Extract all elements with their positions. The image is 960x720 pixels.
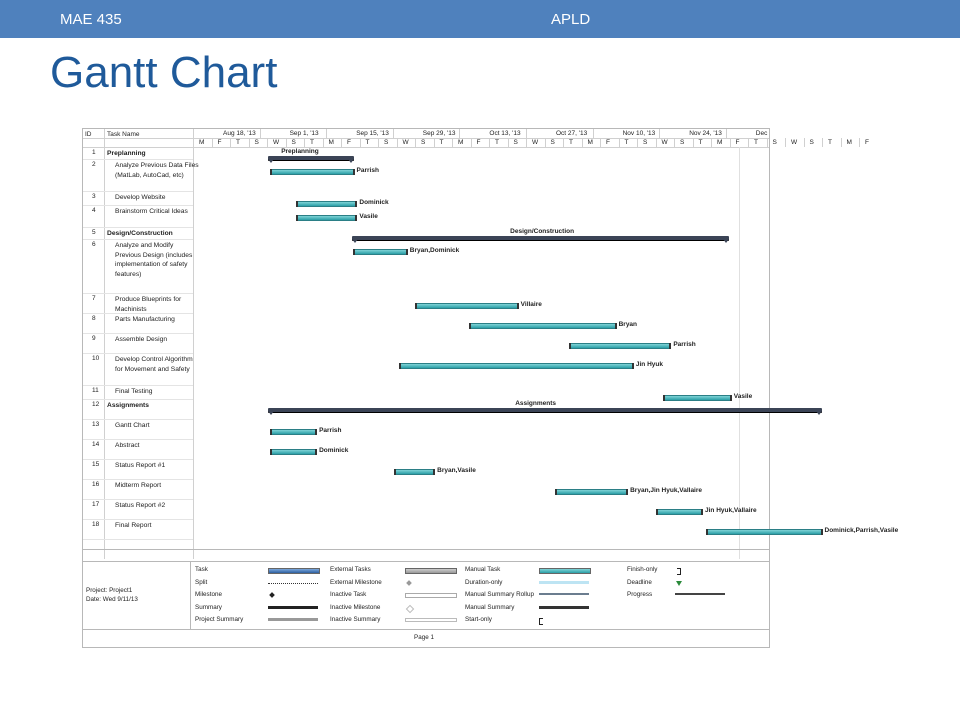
- task-id: 1: [92, 149, 96, 156]
- task-row-divider: [83, 459, 193, 460]
- course-code: MAE 435: [60, 11, 122, 28]
- resource-label: Jin Hyuk: [635, 361, 663, 368]
- task-id: 2: [92, 161, 96, 168]
- legend-symbol-line: [539, 593, 589, 595]
- task-name: Design/Construction: [107, 230, 173, 237]
- date-label: Date: Wed 9/11/13: [86, 596, 138, 603]
- legend-symbol-msum: [539, 606, 589, 609]
- day-divider: [841, 138, 842, 147]
- task-bar: [570, 343, 670, 349]
- legend-item-label: Start-only: [465, 616, 492, 623]
- resource-label: Parrish: [356, 167, 379, 174]
- task-name: Midterm Report: [115, 482, 162, 489]
- resource-label: Dominick: [319, 447, 349, 454]
- week-divider: [260, 129, 261, 138]
- project-label: Project: Project1: [86, 587, 133, 594]
- day-header: T: [495, 139, 499, 146]
- task-bar: [395, 469, 434, 475]
- task-id: 18: [92, 521, 100, 528]
- task-bar: [271, 169, 354, 175]
- task-bar: [297, 215, 357, 221]
- task-name: Status Report #2: [115, 502, 166, 509]
- task-row-divider: [83, 539, 193, 540]
- legend-symbol-arrow: [676, 581, 682, 586]
- day-divider: [582, 138, 583, 147]
- legend-item-label: External Tasks: [330, 566, 371, 573]
- task-id: 15: [92, 461, 100, 468]
- day-header: T: [439, 139, 444, 146]
- task-name: Status Report #1: [115, 462, 166, 469]
- task-bar: [271, 449, 316, 455]
- day-divider: [471, 138, 472, 147]
- legend-symbol-prog: [675, 593, 725, 595]
- resource-label: Bryan,Dominick: [409, 247, 460, 254]
- day-header: T: [236, 139, 240, 146]
- day-header: W: [273, 139, 280, 146]
- task-id: 4: [92, 207, 96, 214]
- task-name: Assemble Design: [115, 336, 168, 343]
- week-divider: [393, 129, 394, 138]
- week-header: Nov 10, '13: [622, 130, 656, 137]
- task-bar: [416, 303, 517, 309]
- legend-frame-line: [83, 561, 769, 562]
- legend-item-label: Manual Summary: [465, 603, 515, 611]
- task-name: Final Report: [115, 522, 152, 529]
- resource-label: Parrish: [673, 341, 696, 348]
- legend-item-label: Project Summary: [195, 616, 244, 623]
- task-name: Abstract: [115, 442, 140, 449]
- resource-label: Vasile: [359, 213, 378, 220]
- task-bar: [271, 429, 316, 435]
- day-header: S: [384, 139, 389, 146]
- day-header: F: [217, 139, 222, 146]
- week-header: Sep 1, '13: [289, 130, 319, 137]
- task-name: Brainstorm Critical Ideas: [115, 208, 188, 215]
- summary-bar-label: Design/Construction: [510, 228, 575, 235]
- task-row-divider: [83, 419, 193, 420]
- task-id: 17: [92, 501, 100, 508]
- day-divider: [212, 138, 213, 147]
- day-divider: [600, 138, 601, 147]
- task-id: 6: [92, 241, 96, 248]
- day-header: F: [606, 139, 610, 146]
- legend-symbol-glow: [539, 581, 589, 584]
- task-bar: [400, 363, 632, 369]
- task-id: 13: [92, 421, 100, 428]
- task-row-divider: [83, 439, 193, 440]
- task-row-divider: [83, 313, 193, 314]
- day-divider: [859, 138, 860, 147]
- day-header: T: [569, 139, 573, 146]
- task-name: Gantt Chart: [115, 422, 150, 429]
- legend-symbol-sum: [268, 606, 318, 609]
- day-divider: [526, 138, 527, 147]
- task-name: Assignments: [107, 402, 149, 409]
- task-row-divider: [83, 227, 193, 228]
- gantt-chart: [82, 128, 899, 648]
- day-divider: [619, 138, 620, 147]
- legend-item-label: Finish-only: [627, 566, 658, 573]
- day-header: M: [199, 139, 205, 146]
- resource-label: Bryan,Jin Hyuk,Vallaire: [630, 487, 703, 494]
- task-id: 9: [92, 335, 96, 342]
- day-divider: [341, 138, 342, 147]
- task-name: Final Testing: [115, 388, 153, 395]
- task-name-column-header: Task Name: [107, 131, 140, 138]
- task-row-divider: [83, 353, 193, 354]
- legend-item-label: Summary: [195, 603, 222, 611]
- legend-item-label: Inactive Milestone: [330, 603, 381, 611]
- week-divider: [593, 129, 594, 138]
- legend-item-label: Manual Summary Rollup: [465, 591, 534, 598]
- task-id: 16: [92, 481, 100, 488]
- day-divider: [286, 138, 287, 147]
- day-header: T: [365, 139, 370, 146]
- day-header: M: [458, 139, 464, 146]
- task-row-divider: [83, 385, 193, 386]
- day-divider: [489, 138, 490, 147]
- slide-title: Gantt Chart: [50, 48, 278, 97]
- task-id: 7: [92, 295, 96, 302]
- day-divider: [545, 138, 546, 147]
- task-id: 12: [92, 401, 100, 408]
- page-number: Page 1: [414, 634, 434, 641]
- legend-symbol-br2: [677, 568, 681, 575]
- task-bar: [664, 395, 731, 401]
- task-row-divider: [83, 293, 193, 294]
- task-name: Analyze Previous Data Files (MatLab, AutoCad, etc): [115, 162, 199, 179]
- week-header: Dec: [755, 130, 768, 137]
- day-header: S: [254, 139, 259, 146]
- task-name: Parts Manufacturing: [115, 316, 175, 323]
- day-divider: [730, 138, 731, 147]
- legend-symbol-linear-gradient(#7fd3d6,#2b9ea6): [539, 568, 591, 574]
- day-divider: [415, 138, 416, 147]
- task-bar: [470, 323, 616, 329]
- day-header: M: [717, 139, 723, 146]
- week-header: Sep 29, '13: [422, 130, 456, 137]
- resource-label: Bryan,Vasile: [437, 467, 476, 474]
- day-divider: [397, 138, 398, 147]
- task-name: Analyze and Modify Previous Design (includes implementation of safety features): [115, 242, 193, 278]
- task-bar: [707, 529, 821, 535]
- task-bar: [297, 201, 357, 207]
- week-header: Oct 13, '13: [489, 130, 521, 137]
- day-header: S: [421, 139, 426, 146]
- day-header: S: [809, 139, 814, 146]
- legend-symbol-isum: [405, 618, 457, 622]
- task-name: Preplanning: [107, 150, 146, 157]
- task-row-divider: [83, 239, 193, 240]
- day-divider: [304, 138, 305, 147]
- legend-item-label: Inactive Task: [330, 591, 367, 598]
- task-bar: [354, 249, 406, 255]
- day-header: M: [587, 139, 593, 146]
- legend-item-label: Duration-only: [465, 578, 503, 586]
- legend-divider: [190, 561, 191, 629]
- day-header: T: [754, 139, 758, 146]
- summary-bar: [268, 156, 354, 160]
- legend-symbol-dot: [268, 583, 318, 584]
- day-divider: [267, 138, 268, 147]
- day-header: S: [513, 139, 518, 146]
- legend-symbol-box: [405, 593, 457, 598]
- resource-label: Dominick: [359, 199, 389, 206]
- task-id: 11: [92, 387, 99, 394]
- day-divider: [748, 138, 749, 147]
- week-divider: [193, 129, 194, 138]
- day-divider: [785, 138, 786, 147]
- day-header: W: [791, 139, 798, 146]
- legend-symbol-psum: [268, 618, 318, 621]
- task-id: 8: [92, 315, 96, 322]
- summary-bar-label: Assignments: [515, 400, 557, 407]
- header-bottom-line: [83, 147, 769, 148]
- resource-label: Parrish: [319, 427, 342, 434]
- legend-symbol-dia-l: [406, 604, 414, 612]
- task-row-divider: [83, 333, 193, 334]
- task-id: 10: [92, 355, 100, 362]
- legend-symbol-dia-g: [406, 580, 412, 586]
- day-divider: [767, 138, 768, 147]
- legend-bottom-line: [83, 629, 769, 630]
- resource-label: Bryan: [618, 321, 638, 328]
- day-header: S: [680, 139, 685, 146]
- id-column-header: ID: [85, 131, 92, 138]
- task-row-divider: [83, 205, 193, 206]
- task-row-divider: [83, 519, 193, 520]
- week-divider: [659, 129, 660, 138]
- task-row-divider: [83, 159, 193, 160]
- summary-bar: [352, 236, 729, 240]
- day-divider: [804, 138, 805, 147]
- legend-symbol-br: [539, 618, 543, 625]
- task-id: 5: [92, 229, 96, 236]
- day-header: W: [402, 139, 409, 146]
- legend-symbol-dia: [269, 592, 275, 598]
- task-name: Develop Control Algorithm for Movement and Safety: [115, 356, 193, 373]
- day-header: M: [846, 139, 852, 146]
- day-divider: [360, 138, 361, 147]
- day-divider: [508, 138, 509, 147]
- day-header: F: [865, 139, 869, 146]
- day-header: S: [772, 139, 777, 146]
- day-header: T: [698, 139, 703, 146]
- task-row-divider: [83, 399, 193, 400]
- day-header: S: [550, 139, 555, 146]
- day-header: W: [661, 139, 668, 146]
- day-divider: [323, 138, 324, 147]
- day-header: T: [624, 139, 629, 146]
- week-header: Oct 27, '13: [556, 130, 588, 137]
- week-divider: [526, 129, 527, 138]
- day-divider: [693, 138, 694, 147]
- week-divider: [459, 129, 460, 138]
- day-header: F: [735, 139, 740, 146]
- task-bar: [556, 489, 627, 495]
- day-header: T: [310, 139, 314, 146]
- legend-item-label: Split: [195, 578, 208, 586]
- day-divider: [452, 138, 453, 147]
- day-header: T: [828, 139, 832, 146]
- day-divider: [822, 138, 823, 147]
- task-row-divider: [83, 191, 193, 192]
- day-header: F: [476, 139, 481, 146]
- legend-item-label: Milestone: [195, 591, 222, 598]
- day-divider: [656, 138, 657, 147]
- task-row-divider: [83, 479, 193, 480]
- legend-item-label: Progress: [627, 591, 653, 598]
- summary-bar-label: Preplanning: [281, 148, 319, 155]
- resource-label: Villaire: [520, 301, 542, 308]
- legend-top-line: [83, 549, 769, 550]
- day-divider: [563, 138, 564, 147]
- week-header: Aug 18, '13: [223, 130, 256, 137]
- week-divider: [326, 129, 327, 138]
- day-divider: [193, 138, 194, 147]
- task-name: Produce Blueprints for Machinists: [115, 296, 182, 313]
- legend-symbol-linear-gradient(#ccc,#999): [405, 568, 457, 574]
- legend-item-label: External Milestone: [330, 578, 382, 586]
- day-divider: [674, 138, 675, 147]
- task-id: 14: [92, 441, 100, 448]
- day-divider: [711, 138, 712, 147]
- summary-bar: [268, 408, 822, 412]
- day-divider: [434, 138, 435, 147]
- timeline-end-line: [739, 147, 740, 559]
- resource-label: Jin Hyuk,Vallaire: [705, 507, 757, 514]
- week-header: Sep 15, '13: [356, 130, 389, 137]
- project-code: APLD: [551, 11, 591, 28]
- day-header: W: [532, 139, 539, 146]
- task-name: Develop Website: [115, 194, 166, 201]
- day-header: F: [347, 139, 351, 146]
- day-divider: [230, 138, 231, 147]
- legend-item-label: Deadline: [627, 578, 652, 586]
- resource-label: Vasile: [733, 393, 753, 400]
- task-id: 3: [92, 193, 96, 200]
- day-divider: [637, 138, 638, 147]
- resource-label: Dominick,Parrish,Vasile: [824, 527, 899, 534]
- legend-item-label: Inactive Summary: [330, 616, 381, 623]
- task-row-divider: [83, 499, 193, 500]
- legend-symbol-linear-gradient(#7aa7dd,#2d5f9e): [268, 568, 320, 574]
- day-divider: [249, 138, 250, 147]
- slide-header-bar: [0, 0, 960, 38]
- day-divider: [378, 138, 379, 147]
- legend-item-label: Task: [195, 566, 208, 573]
- week-header: Nov 24, '13: [689, 130, 722, 137]
- day-header: S: [291, 139, 296, 146]
- task-bar: [657, 509, 702, 515]
- day-header: S: [643, 139, 648, 146]
- legend-item-label: Manual Task: [465, 566, 501, 573]
- day-header: M: [328, 139, 334, 146]
- week-divider: [726, 129, 727, 138]
